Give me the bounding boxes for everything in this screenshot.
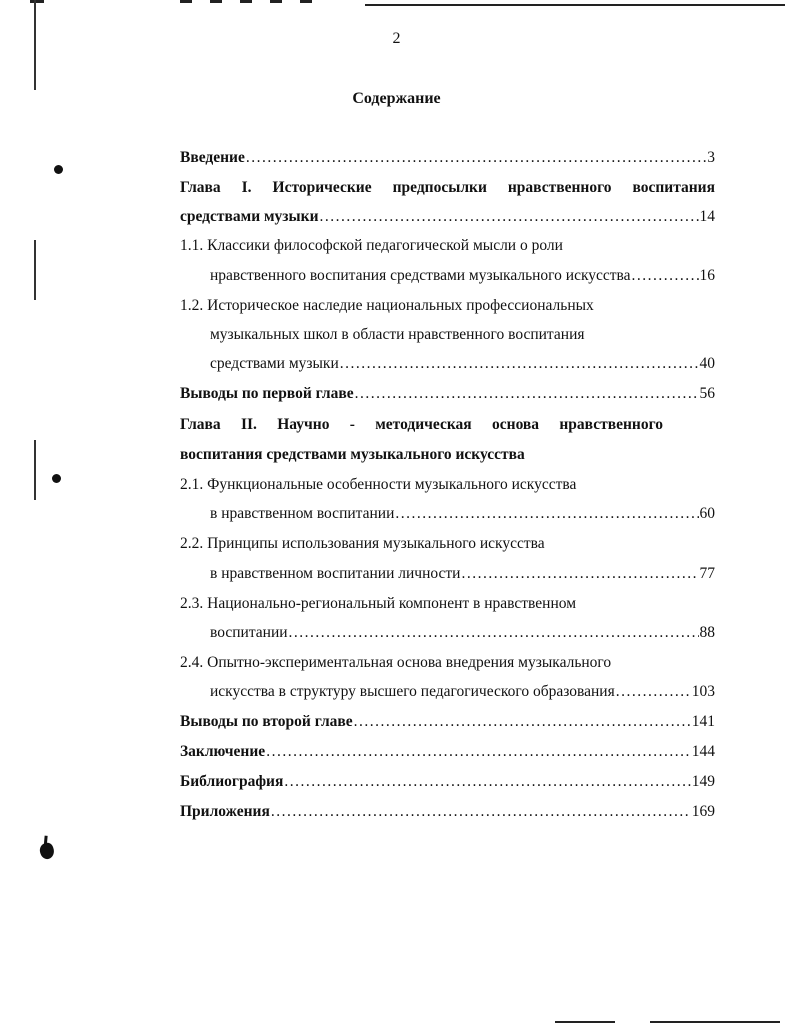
toc-entry-label: средствами музыки [180, 208, 319, 225]
scan-artifact [365, 4, 785, 6]
toc-entry-section-2-1[interactable] [210, 504, 715, 524]
toc-entry-bibliography[interactable] [180, 772, 715, 792]
scan-artifact [34, 440, 36, 500]
toc-page-number: 56 [699, 385, 715, 402]
punch-hole-mark [54, 165, 63, 174]
toc-entry-section-2-2-line[interactable]: 2.2. Принципы использования музыкального искусства [180, 535, 545, 552]
toc-entry-label: нравственного воспитания средствами музыкального искусства [210, 267, 631, 284]
toc-entry-label: Выводы по первой главе [180, 385, 354, 402]
toc-entry-label: в нравственном воспитании [210, 505, 395, 522]
toc-page-number: 144 [691, 743, 715, 760]
toc-entry-section-2-4[interactable] [210, 682, 715, 702]
toc-entry-section-1-1-line[interactable]: 1.1. Классики философской педагогической мысли о роли [180, 237, 563, 254]
scan-artifact [555, 1021, 615, 1023]
dot-leader [271, 802, 691, 822]
scan-artifact [180, 0, 330, 3]
toc-entry-chapter-2-line[interactable]: Глава II. Научно - методическая основа нравственного [180, 416, 663, 433]
scan-artifact [650, 1021, 780, 1023]
dot-leader [355, 384, 699, 404]
dot-leader [354, 712, 691, 732]
toc-page-number: 77 [699, 565, 715, 582]
toc-entry-label: Введение [180, 149, 245, 166]
toc-entry-label: искусства в структуру высшего педагогического образования [210, 683, 615, 700]
toc-entry-section-2-3[interactable] [210, 623, 715, 643]
toc-page-number: 60 [699, 505, 715, 522]
toc-page-number: 88 [699, 624, 715, 641]
toc-entry-label: Библиография [180, 773, 284, 790]
toc-entry-label: Заключение [180, 743, 266, 760]
toc-entry-label: средствами музыки [210, 355, 339, 372]
punch-hole-mark [52, 474, 61, 483]
toc-entry-chapter-1[interactable] [180, 207, 715, 227]
toc-page-number: 3 [707, 149, 715, 166]
toc-entry-section-2-2[interactable] [210, 564, 715, 584]
toc-entry-label: в нравственном воспитании личности [210, 565, 461, 582]
toc-page-number: 16 [699, 267, 715, 284]
dot-leader [266, 742, 691, 762]
dot-leader [461, 564, 698, 584]
toc-entry-conclusions-1[interactable] [180, 384, 715, 404]
toc-entry-section-2-4-line[interactable]: 2.4. Опытно-экспериментальная основа внедрения музыкального [180, 654, 612, 671]
toc-entry-section-1-1[interactable] [210, 266, 715, 286]
dot-leader [616, 682, 691, 702]
dot-leader [632, 266, 699, 286]
toc-entry-intro[interactable] [180, 148, 715, 168]
toc-entry-conclusions-2[interactable] [180, 712, 715, 732]
toc-entry-chapter-2-line[interactable]: воспитания средствами музыкального искусства [180, 446, 525, 463]
toc-entry-section-1-2-line[interactable]: музыкальных школ в области нравственного воспитания [210, 326, 585, 343]
toc-entry-label: Выводы по второй главе [180, 713, 353, 730]
toc-entry-appendix[interactable] [180, 802, 715, 822]
toc-page-number: 14 [699, 208, 715, 225]
toc-entry-conclusion[interactable] [180, 742, 715, 762]
dot-leader [289, 623, 699, 643]
toc-page-number: 169 [691, 803, 715, 820]
toc-page-number: 141 [691, 713, 715, 730]
dot-leader [320, 207, 699, 227]
toc-entry-label: воспитании [210, 624, 288, 641]
dot-leader [284, 772, 690, 792]
toc-entry-chapter-1-line[interactable]: Глава I. Исторические предпосылки нравственного воспитания [180, 179, 715, 196]
scan-artifact [34, 240, 36, 300]
toc-entry-section-2-1-line[interactable]: 2.1. Функциональные особенности музыкального искусства [180, 476, 577, 493]
toc-entry-label: Приложения [180, 803, 270, 820]
page-number: 2 [392, 30, 401, 47]
dot-leader [395, 504, 698, 524]
scan-artifact [30, 0, 44, 3]
page-title: Содержание [352, 90, 441, 107]
toc-entry-section-1-2-line[interactable]: 1.2. Историческое наследие национальных профессиональных [180, 297, 594, 314]
ink-blot-mark [38, 841, 57, 861]
toc-page-number: 40 [699, 355, 715, 372]
toc-page-number: 149 [691, 773, 715, 790]
toc-entry-section-2-3-line[interactable]: 2.3. Национально-региональный компонент в нравственном [180, 595, 577, 612]
dot-leader [246, 148, 706, 168]
dot-leader [340, 354, 699, 374]
toc-entry-section-1-2[interactable] [210, 354, 715, 374]
toc-page-number: 103 [691, 683, 715, 700]
